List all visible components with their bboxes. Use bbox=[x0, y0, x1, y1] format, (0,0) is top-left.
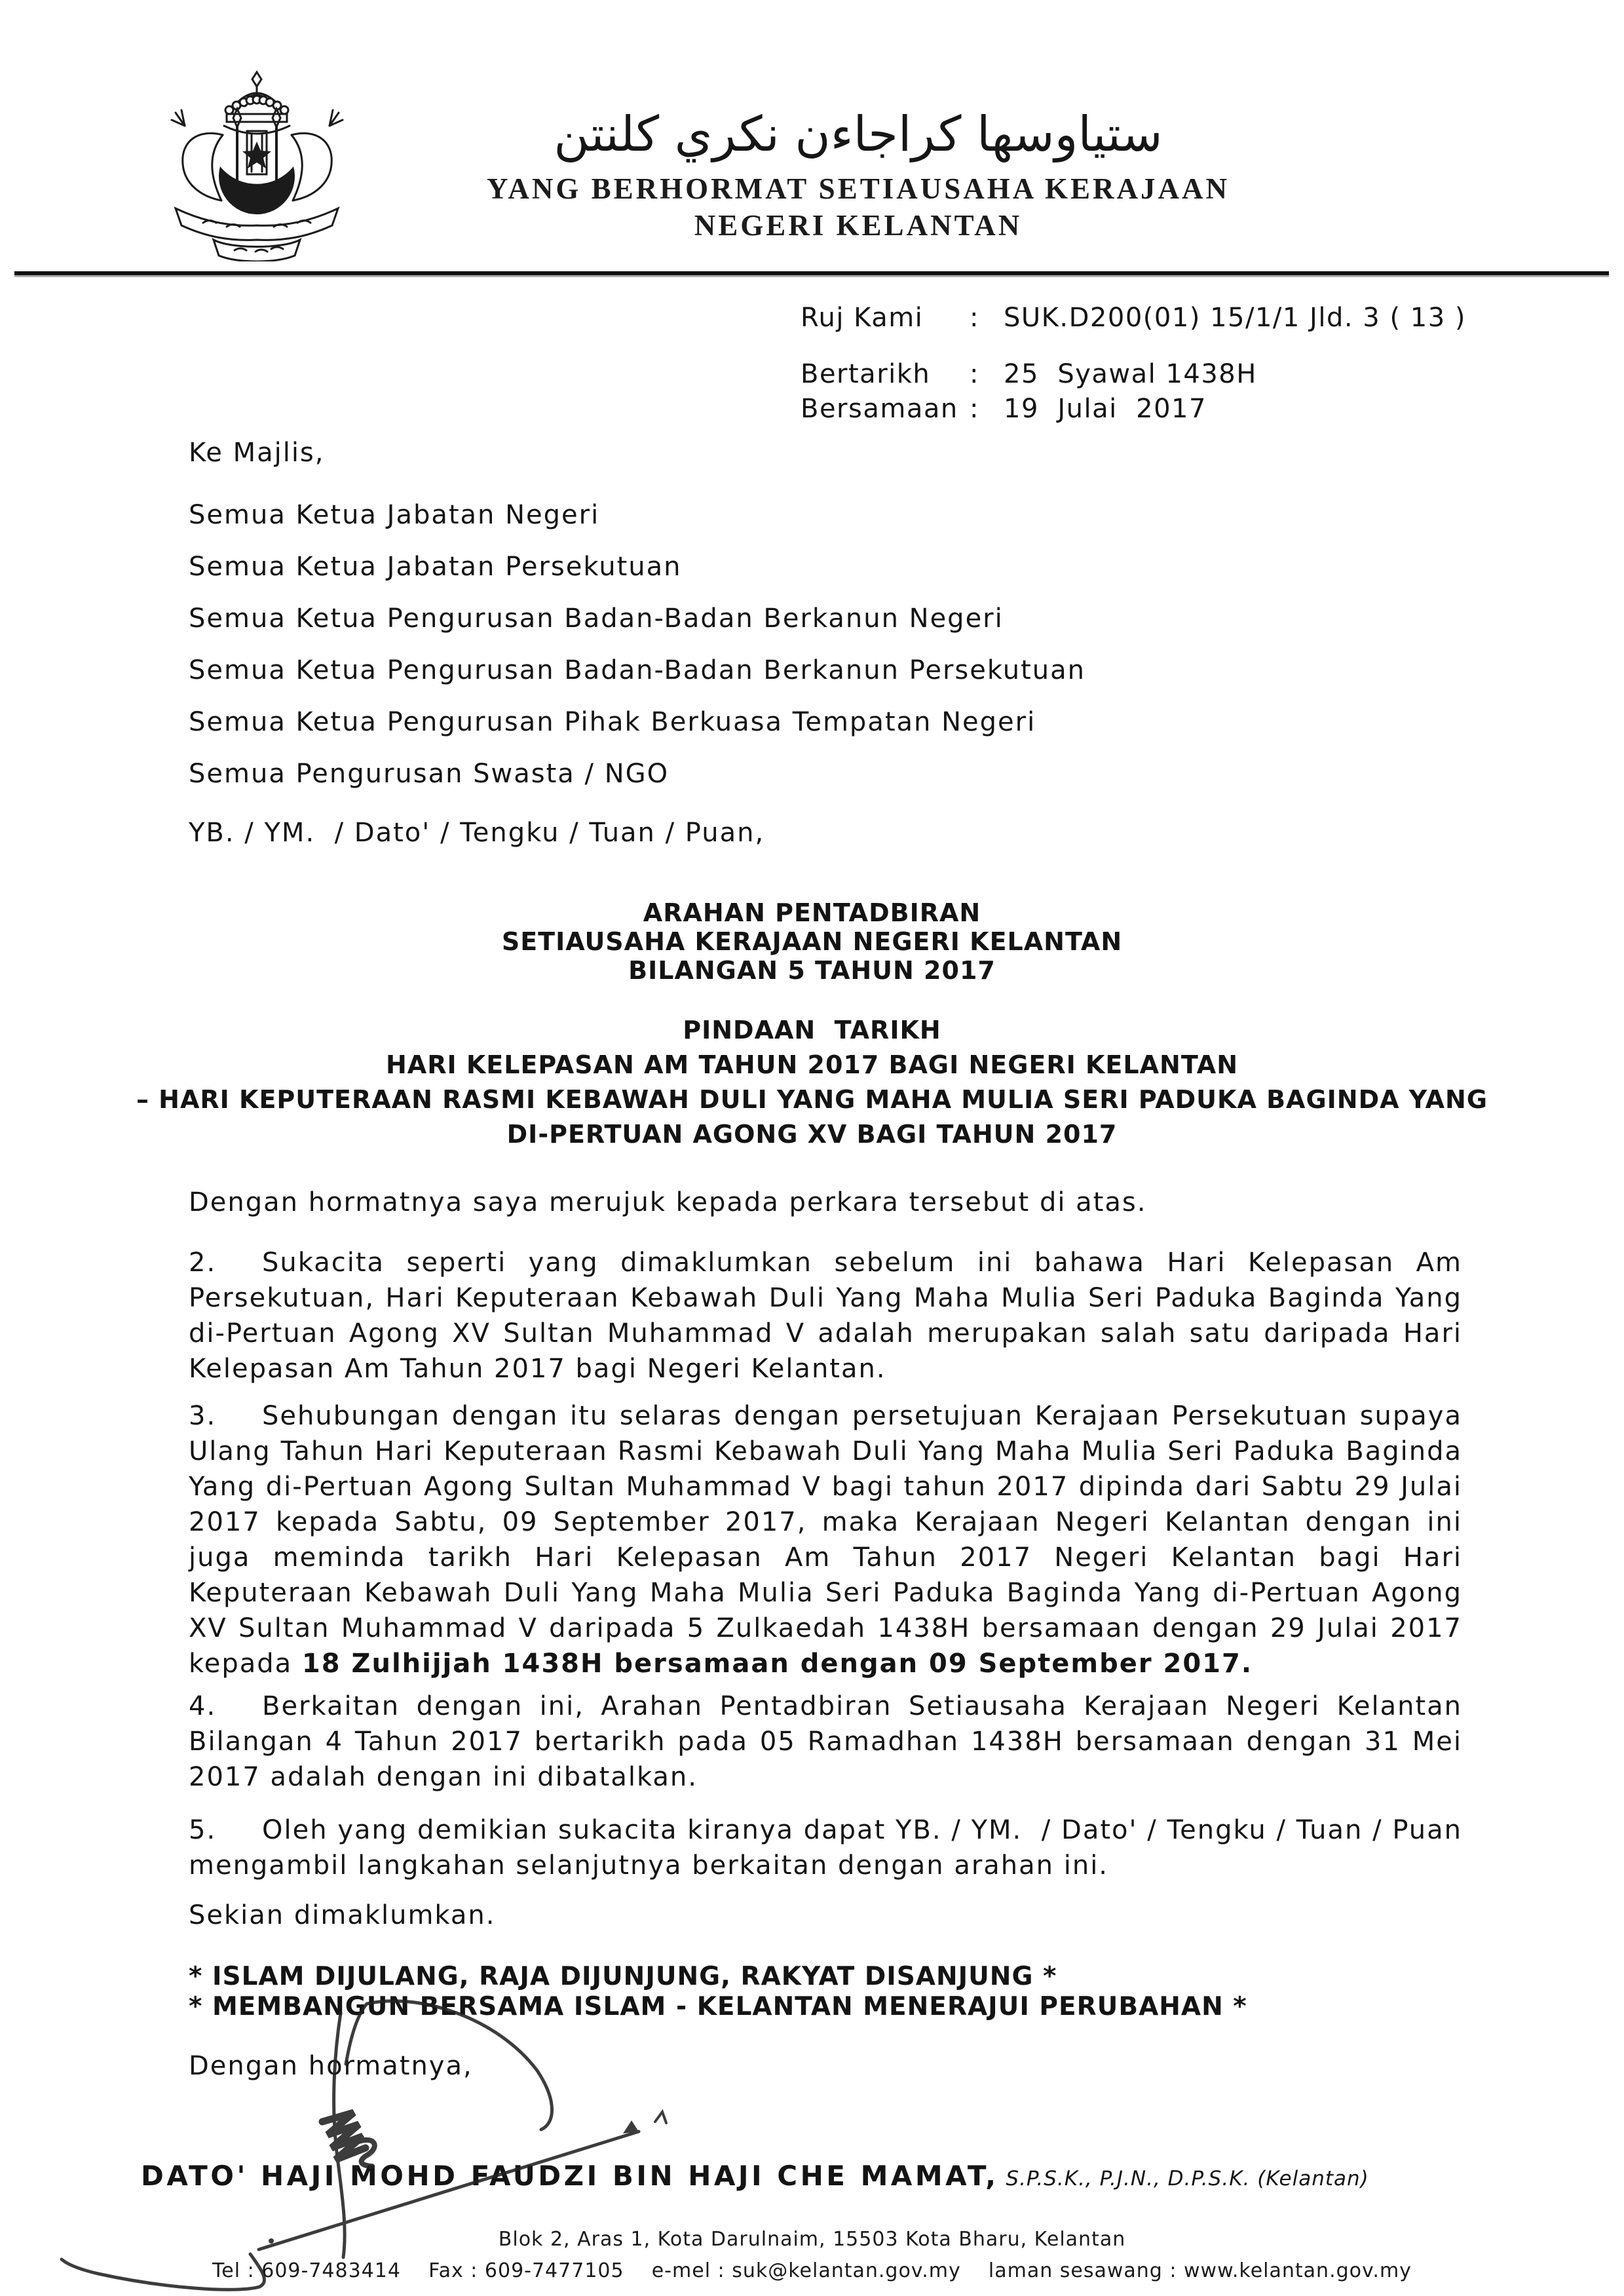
subject-line: PINDAAN TARIKH bbox=[683, 1016, 941, 1044]
paragraph-3 bbox=[189, 1398, 1462, 1681]
directive-title-line: ARAHAN PENTADBIRAN bbox=[643, 898, 981, 927]
date-hijri-colon: : bbox=[970, 359, 979, 389]
ref-label: Ruj Kami bbox=[801, 303, 924, 333]
recipient-item: Semua Ketua Jabatan Persekutuan bbox=[189, 552, 682, 582]
paragraph-number: 3. bbox=[189, 1401, 217, 1431]
paragraph-bold-text: 18 Zulhijjah 1438H bersamaan dengan 09 September 2017. bbox=[301, 1649, 1253, 1679]
paragraph-number: 4. bbox=[189, 1691, 217, 1721]
subject-line: DI-PERTUAN AGONG XV BAGI TAHUN 2017 bbox=[506, 1120, 1118, 1149]
recipient-item: Semua Ketua Pengurusan Pihak Berkuasa Tempatan Negeri bbox=[189, 707, 1036, 737]
recipient-item: Semua Ketua Jabatan Negeri bbox=[189, 500, 600, 530]
paragraph-text: Sehubungan dengan itu selaras dengan persetujuan Kerajaan Persekutuan supaya Ulang Tahun Hari Keputeraan Rasmi Kebawah Duli Yang Maha Mulia Seri Paduka Baginda Yang di-Pertuan Agong Sultan Muhammad V bagi tahun 2017 dipinda dari Sabtu 29 Julai 2017 kepada Sabtu, 09 September 2017, maka Kerajaan Negeri Kelantan dengan ini juga meminda tarikh Hari Kelepasan Am Tahun 2017 Negeri Kelantan bagi Hari Keputeraan Kebawah Duli Yang Maha Mulia Seri Paduka Baginda Yang di-Pertuan Agong XV Sultan Muhammad V daripada 5 Zulkaedah 1438H bersamaan dengan 29 Julai 2017 kepada bbox=[189, 1401, 1462, 1679]
ref-number-row bbox=[801, 303, 1554, 333]
letterhead-jawi-calligraphy: ستياوسها كراجاءن نكري كلنتن bbox=[554, 106, 1163, 163]
signoff-salutation: Dengan hormatnya, bbox=[189, 2051, 473, 2081]
slogan-line: * ISLAM DIJULANG, RAJA DIJUNJUNG, RAKYAT DISANJUNG * bbox=[189, 1962, 1057, 1991]
signatory-honorifics: S.P.S.K., P.J.N., D.P.S.K. (Kelantan) bbox=[998, 2167, 1369, 2191]
paragraph-2 bbox=[189, 1245, 1462, 1387]
letterhead-org-line1: YANG BERHORMAT SETIAUSAHA KERAJAAN bbox=[486, 172, 1230, 205]
paragraph-number: 2. bbox=[189, 1248, 217, 1278]
recipient-salutation: Ke Majlis, bbox=[189, 438, 325, 468]
subject-title bbox=[0, 1013, 1624, 1152]
paragraph-text: Sukacita seperti yang dimaklumkan sebelum ini bahawa Hari Kelepasan Am Persekutuan, Hari Keputeraan Kebawah Duli Yang Maha Mulia Seri Paduka Baginda Yang di-Pertuan Agong XV Sultan Muhammad V adalah merupakan salah satu daripada Hari Kelepasan Am Tahun 2017 bagi Negeri Kelantan. bbox=[189, 1248, 1462, 1384]
paragraph-text: Berkaitan dengan ini, Arahan Pentadbiran Setiausaha Kerajaan Negeri Kelantan Bilangan 4 Tahun 2017 bertarikh pada 05 Ramadhan 1438H bersamaan dengan 31 Mei 2017 adalah dengan ini dibatalkan. bbox=[189, 1691, 1462, 1792]
subject-line: – HARI KEPUTERAAN RASMI KEBAWAH DULI YANG MAHA MULIA SERI PADUKA BAGINDA YANG bbox=[136, 1085, 1488, 1114]
signatory-line bbox=[141, 2160, 1582, 2192]
date-gregorian-row bbox=[801, 394, 1554, 424]
subject-line: HARI KELEPASAN AM TAHUN 2017 BAGI NEGERI KELANTAN bbox=[386, 1050, 1238, 1079]
signatory-name: DATO' HAJI MOHD FAUDZI BIN HAJI CHE MAMAT, bbox=[141, 2160, 999, 2192]
date-gregorian-value: 19 Julai 2017 bbox=[1004, 394, 1207, 424]
letterhead bbox=[419, 98, 1297, 244]
ref-value: SUK.D200(01) 15/1/1 Jld. 3 ( 13 ) bbox=[1004, 303, 1466, 333]
directive-title bbox=[0, 898, 1624, 985]
date-hijri-label: Bertarikh bbox=[801, 359, 931, 389]
paragraph-number: 5. bbox=[189, 1815, 217, 1845]
letterhead-org-line2: NEGERI KELANTAN bbox=[694, 209, 1023, 242]
directive-title-line: SETIAUSAHA KERAJAAN NEGERI KELANTAN bbox=[501, 927, 1123, 956]
date-gregorian-label: Bersamaan bbox=[801, 394, 958, 424]
ref-colon: : bbox=[970, 303, 979, 333]
paragraph-text: Oleh yang demikian sukacita kiranya dapat YB. / YM. / Dato' / Tengku / Tuan / Puan mengambil langkahan selanjutnya berkaitan dengan arahan ini. bbox=[189, 1815, 1472, 1881]
footer-address: Blok 2, Aras 1, Kota Darulnaim, 15503 Kota Bharu, Kelantan bbox=[498, 2228, 1126, 2251]
kelantan-state-crest-icon bbox=[164, 68, 350, 261]
paragraph-4 bbox=[189, 1689, 1462, 1795]
recipient-item: Semua Ketua Pengurusan Badan-Badan Berkanun Negeri bbox=[189, 603, 1004, 634]
recipient-item: Semua Ketua Pengurusan Badan-Badan Berkanun Persekutuan bbox=[189, 655, 1086, 685]
date-hijri-row bbox=[801, 359, 1554, 389]
header-divider bbox=[14, 271, 1609, 275]
paragraph-5 bbox=[189, 1812, 1472, 1883]
recipient-item: Semua Pengurusan Swasta / NGO bbox=[189, 759, 670, 789]
date-hijri-value: 25 Syawal 1438H bbox=[1004, 359, 1257, 389]
directive-title-line: BILANGAN 5 TAHUN 2017 bbox=[628, 956, 996, 985]
date-gregorian-colon: : bbox=[970, 394, 979, 424]
slogan-line: * MEMBANGUN BERSAMA ISLAM - KELANTAN MENERAJUI PERUBAHAN * bbox=[189, 1992, 1247, 2021]
footer-contact: Tel : 609-7483414 Fax : 609-7477105 e-mel : suk@kelantan.gov.my laman sesawang : www.kelantan.gov.my bbox=[212, 2259, 1412, 2282]
greeting-line: YB. / YM. / Dato' / Tengku / Tuan / Puan, bbox=[189, 818, 765, 848]
opening-paragraph: Dengan hormatnya saya merujuk kepada perkara tersebut di atas. bbox=[189, 1187, 1147, 1217]
closing-line: Sekian dimaklumkan. bbox=[189, 1900, 496, 1930]
